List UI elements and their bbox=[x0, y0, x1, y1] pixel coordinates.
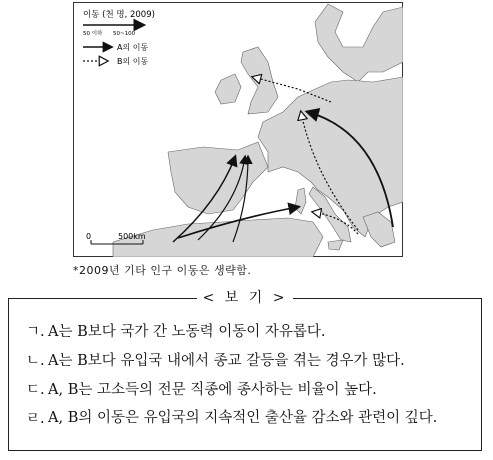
bogi-item-3-mark: ㄷ. bbox=[26, 382, 45, 398]
bogi-title: < 보 기 > bbox=[197, 290, 294, 306]
legend-scale-large: 50~100 bbox=[113, 31, 136, 37]
legend-scale-small: 50 이하 bbox=[83, 31, 103, 37]
bogi-item-2-text: A는 B보다 유입국 내에서 종교 갈등을 겪는 경우가 많다. bbox=[48, 353, 405, 369]
bogi-item-1 bbox=[26, 318, 471, 347]
map-legend bbox=[77, 6, 165, 76]
bogi-item-2-mark: ㄴ. bbox=[26, 353, 45, 369]
legend-series-a: A의 이동 bbox=[117, 43, 149, 52]
bogi-box bbox=[8, 290, 482, 451]
bogi-item-3 bbox=[26, 376, 471, 405]
bogi-item-3-text: A, B는 고소득의 전문 직종에 종사하는 비율이 높다. bbox=[48, 382, 377, 398]
scale-distance: 500km bbox=[118, 232, 146, 241]
scale-zero: 0 bbox=[86, 232, 92, 241]
map-caption: *2009년 기타 인구 이동은 생략함. bbox=[73, 264, 252, 277]
bogi-item-4-text: A, B의 이동은 유입국의 지속적인 출산율 감소와 관련이 깊다. bbox=[48, 410, 438, 426]
legend-title: 이동 (천 명, 2009) bbox=[83, 10, 155, 20]
europe-migration-map bbox=[73, 2, 403, 257]
bogi-item-2 bbox=[26, 347, 471, 376]
bogi-item-4 bbox=[26, 405, 471, 434]
legend-series-b: B의 이동 bbox=[117, 57, 149, 66]
bogi-item-4-mark: ㄹ. bbox=[26, 411, 45, 427]
bogi-item-1-mark: ㄱ. bbox=[26, 324, 45, 340]
bogi-item-1-text: A는 B보다 국가 간 노동력 이동이 자유롭다. bbox=[48, 324, 326, 340]
